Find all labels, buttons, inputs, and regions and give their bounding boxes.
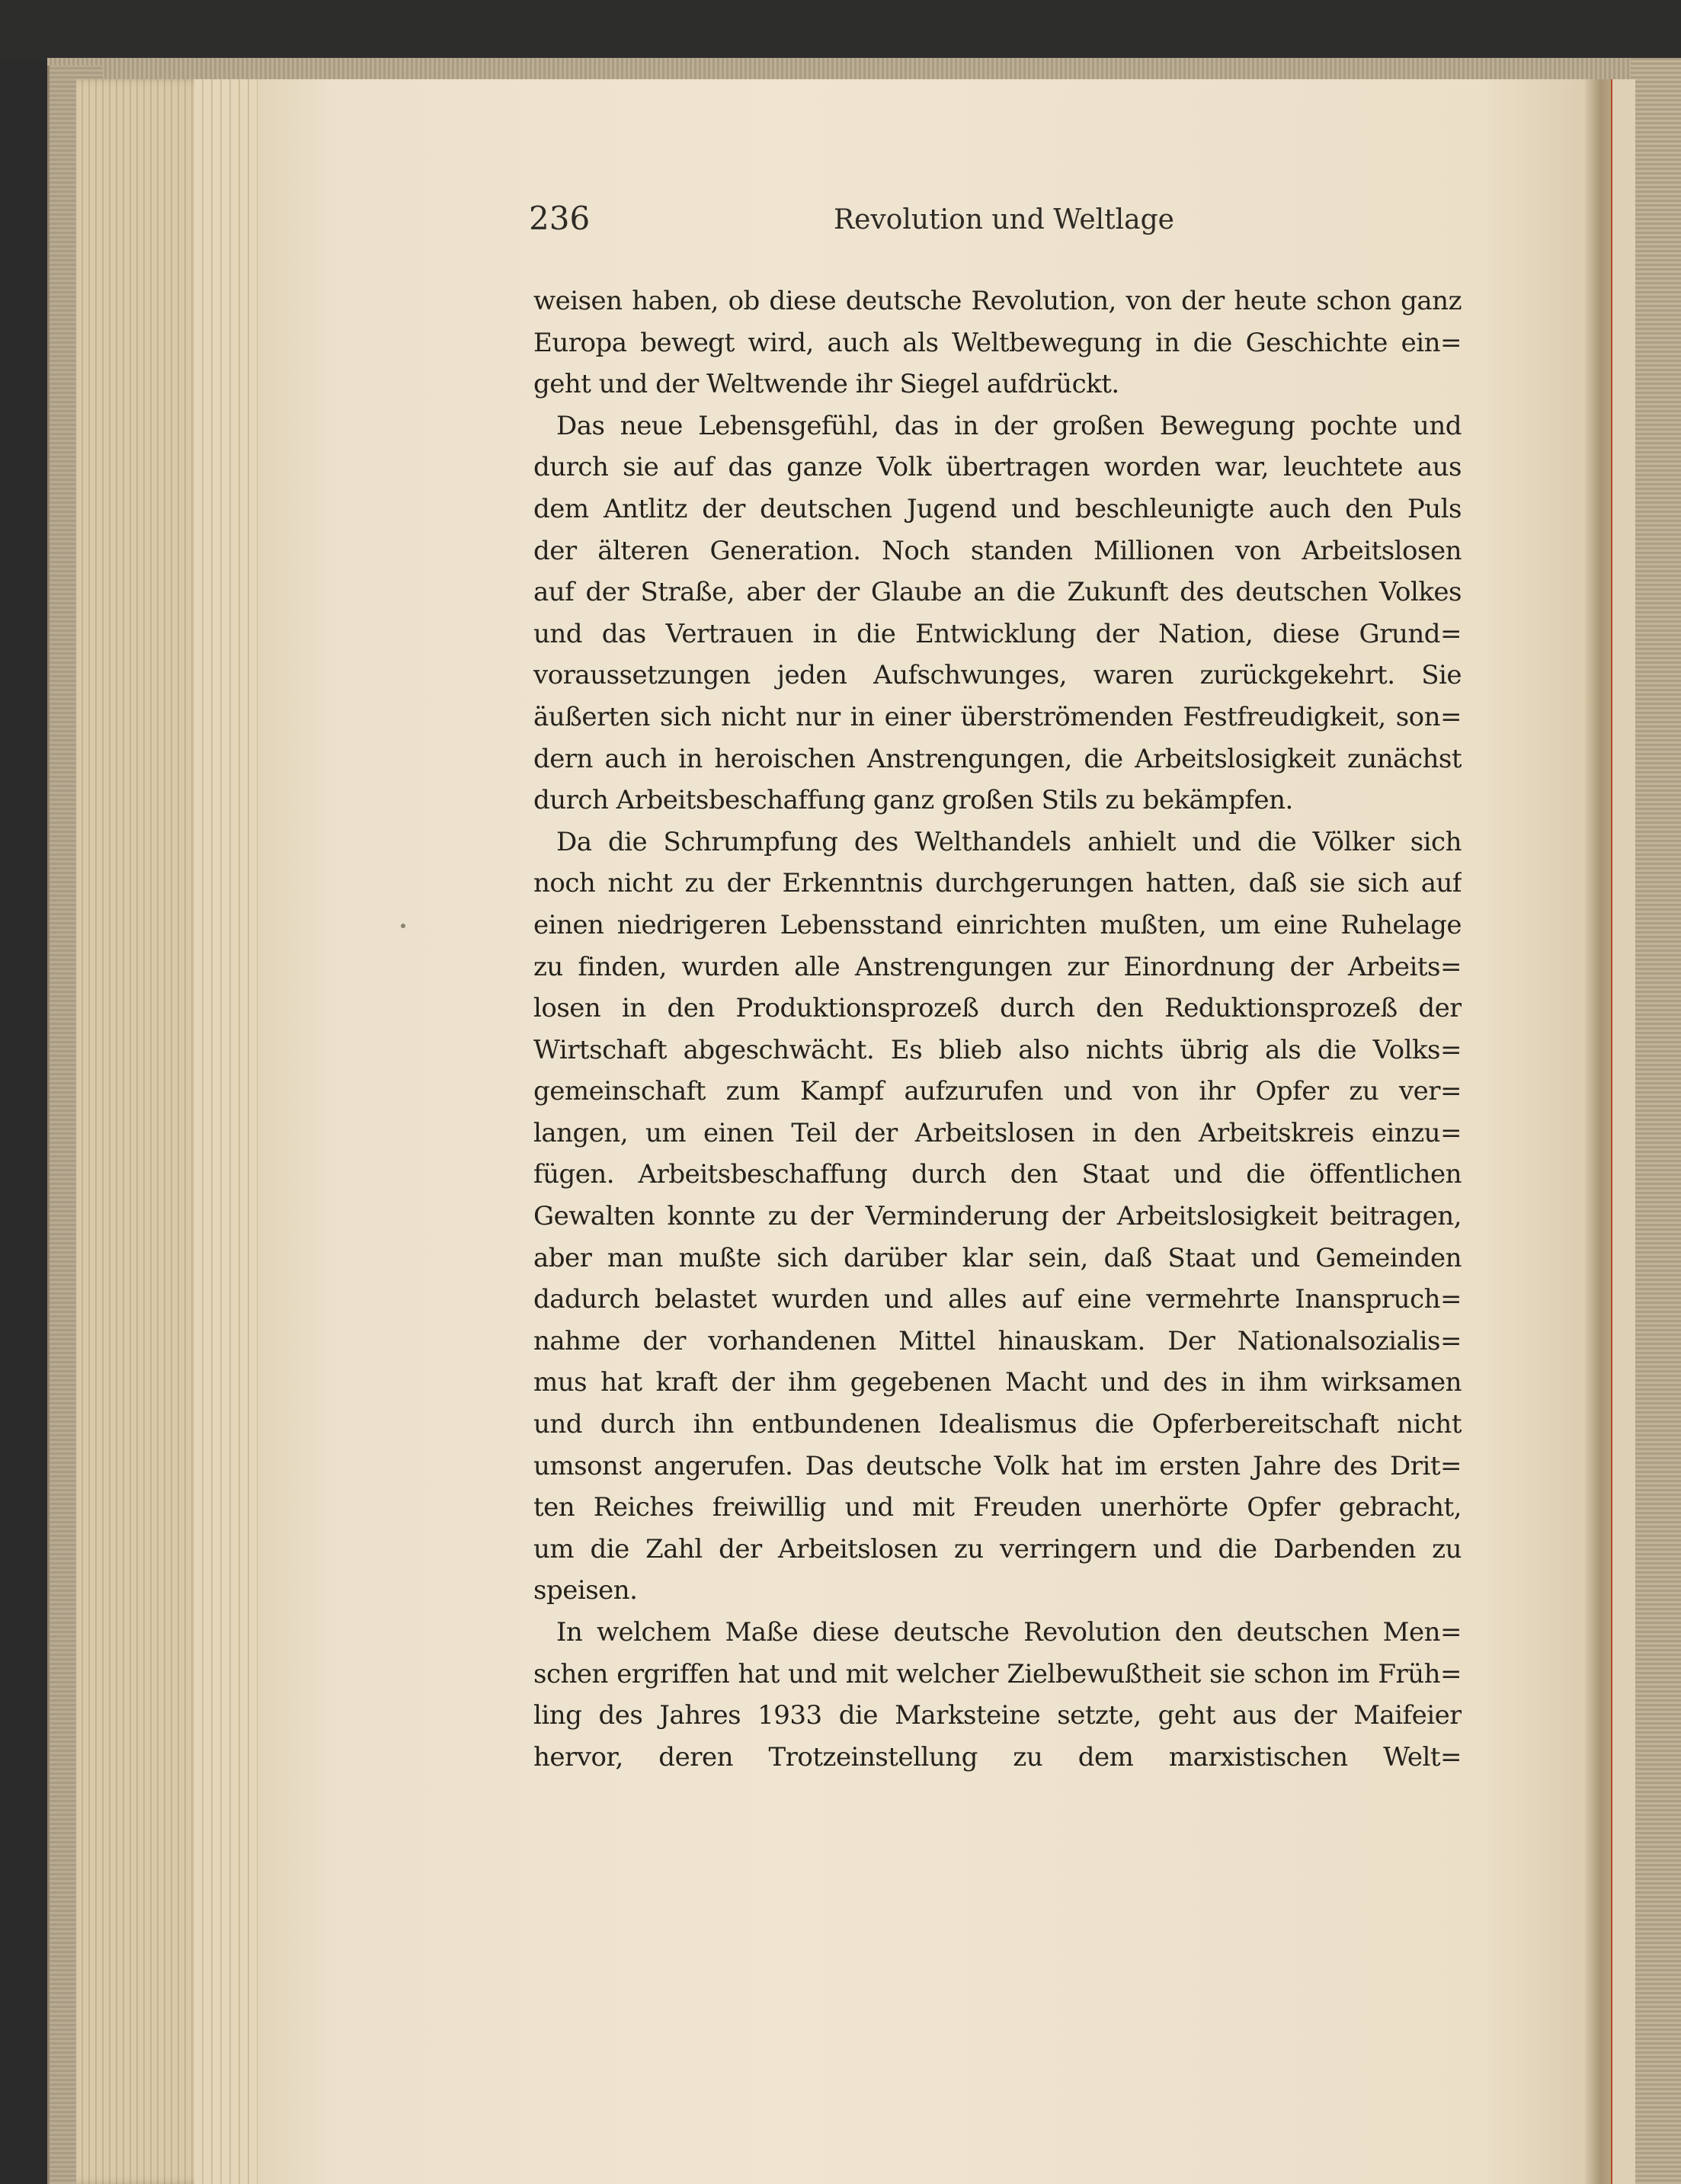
book-gutter bbox=[1585, 79, 1611, 2184]
book-cover-right-edge bbox=[1631, 58, 1681, 2184]
text-line: losen in den Produktionsprozeß durch den Reduktionsprozeß der bbox=[533, 993, 1462, 1024]
text-line: und durch ihn entbundenen Idealismus die Opferbereitschaft nicht bbox=[533, 1409, 1462, 1440]
text-line: aber man mußte sich darüber klar sein, daß Staat und Gemeinden bbox=[533, 1242, 1462, 1273]
text-line: um die Zahl der Arbeitslosen zu verringern und die Darbenden zu bbox=[533, 1533, 1462, 1564]
body-text bbox=[533, 280, 1462, 1778]
text-line: der älteren Generation. Noch standen Millionen von Arbeitslosen bbox=[533, 535, 1462, 566]
text-line: mus hat kraft der ihm gegebenen Macht und des in ihm wirksamen bbox=[533, 1367, 1462, 1398]
text-line: voraussetzungen jeden Aufschwunges, waren zurückgekehrt. Sie bbox=[533, 660, 1462, 691]
text-line: einen niedrigeren Lebensstand einrichten mußten, um eine Ruhelage bbox=[533, 909, 1462, 940]
text-line: durch Arbeitsbeschaffung ganz großen Stils zu bekämpfen. bbox=[533, 785, 1293, 816]
book-cover-top-edge bbox=[47, 58, 1681, 79]
page-speck bbox=[401, 924, 405, 928]
text-line: auf der Straße, aber der Glaube an die Zukunft des deutschen Volkes bbox=[533, 577, 1462, 608]
text-line: In welchem Maße diese deutsche Revolution den deutschen Men= bbox=[556, 1617, 1462, 1648]
text-line: gemeinschaft zum Kampf aufzurufen und von ihr Opfer zu ver= bbox=[533, 1076, 1462, 1107]
text-line: fügen. Arbeitsbeschaffung durch den Staat und die öffentlichen bbox=[533, 1159, 1462, 1190]
page-stack-inner-edges bbox=[194, 79, 259, 2184]
text-line: weisen haben, ob diese deutsche Revolution, von der heute schon ganz bbox=[533, 286, 1462, 316]
text-line: schen ergriffen hat und mit welcher Zielbewußtheit sie schon im Früh= bbox=[533, 1658, 1462, 1689]
text-line: dem Antlitz der deutschen Jugend und beschleunigte auch den Puls bbox=[533, 493, 1462, 524]
text-line: umsonst angerufen. Das deutsche Volk hat im ersten Jahre des Drit= bbox=[533, 1450, 1462, 1481]
text-line: Wirtschaft abgeschwächt. Es blieb also nichts übrig als die Volks= bbox=[533, 1034, 1462, 1065]
running-head: Revolution und Weltlage bbox=[834, 204, 1174, 235]
text-line: zu finden, wurden alle Anstrengungen zur Einordnung der Arbeits= bbox=[533, 951, 1462, 982]
text-line: noch nicht zu der Erkenntnis durchgerungen hatten, daß sie sich auf bbox=[533, 868, 1462, 899]
text-line: Das neue Lebensgefühl, das in der großen Bewegung pochte und bbox=[556, 410, 1462, 441]
background bbox=[0, 0, 1681, 61]
text-line: nahme der vorhandenen Mittel hinauskam. Der Nationalsozialis= bbox=[533, 1325, 1462, 1356]
text-line: durch sie auf das ganze Volk übertragen worden war, leuchtete aus bbox=[533, 452, 1462, 483]
text-line: und das Vertrauen in die Entwicklung der Nation, diese Grund= bbox=[533, 618, 1462, 649]
text-line: speisen. bbox=[533, 1575, 638, 1606]
text-line: ling des Jahres 1933 die Marksteine setzte, geht aus der Maifeier bbox=[533, 1700, 1462, 1731]
text-line: hervor, deren Trotzeinstellung zu dem marxistischen Welt= bbox=[533, 1741, 1462, 1772]
text-line: dadurch belastet wurden und alles auf eine vermehrte Inanspruch= bbox=[533, 1284, 1462, 1315]
text-line: dern auch in heroischen Anstrengungen, die Arbeitslosigkeit zunächst bbox=[533, 743, 1462, 774]
text-line: Europa bewegt wird, auch als Weltbewegung in die Geschichte ein= bbox=[533, 327, 1462, 358]
text-line: Gewalten konnte zu der Verminderung der Arbeitslosigkeit beitragen, bbox=[533, 1201, 1462, 1232]
text-line: geht und der Weltwende ihr Siegel aufdrückt. bbox=[533, 369, 1119, 400]
text-line: äußerten sich nicht nur in einer überströmenden Festfreudigkeit, son= bbox=[533, 701, 1462, 732]
text-line: ten Reiches freiwillig und mit Freuden unerhörte Opfer gebracht, bbox=[533, 1492, 1462, 1523]
facing-page-edge bbox=[1611, 79, 1635, 2184]
text-line: Da die Schrumpfung des Welthandels anhielt und die Völker sich bbox=[556, 826, 1462, 857]
page-number: 236 bbox=[529, 200, 591, 237]
text-line: langen, um einen Teil der Arbeitslosen in den Arbeitskreis einzu= bbox=[533, 1117, 1462, 1148]
